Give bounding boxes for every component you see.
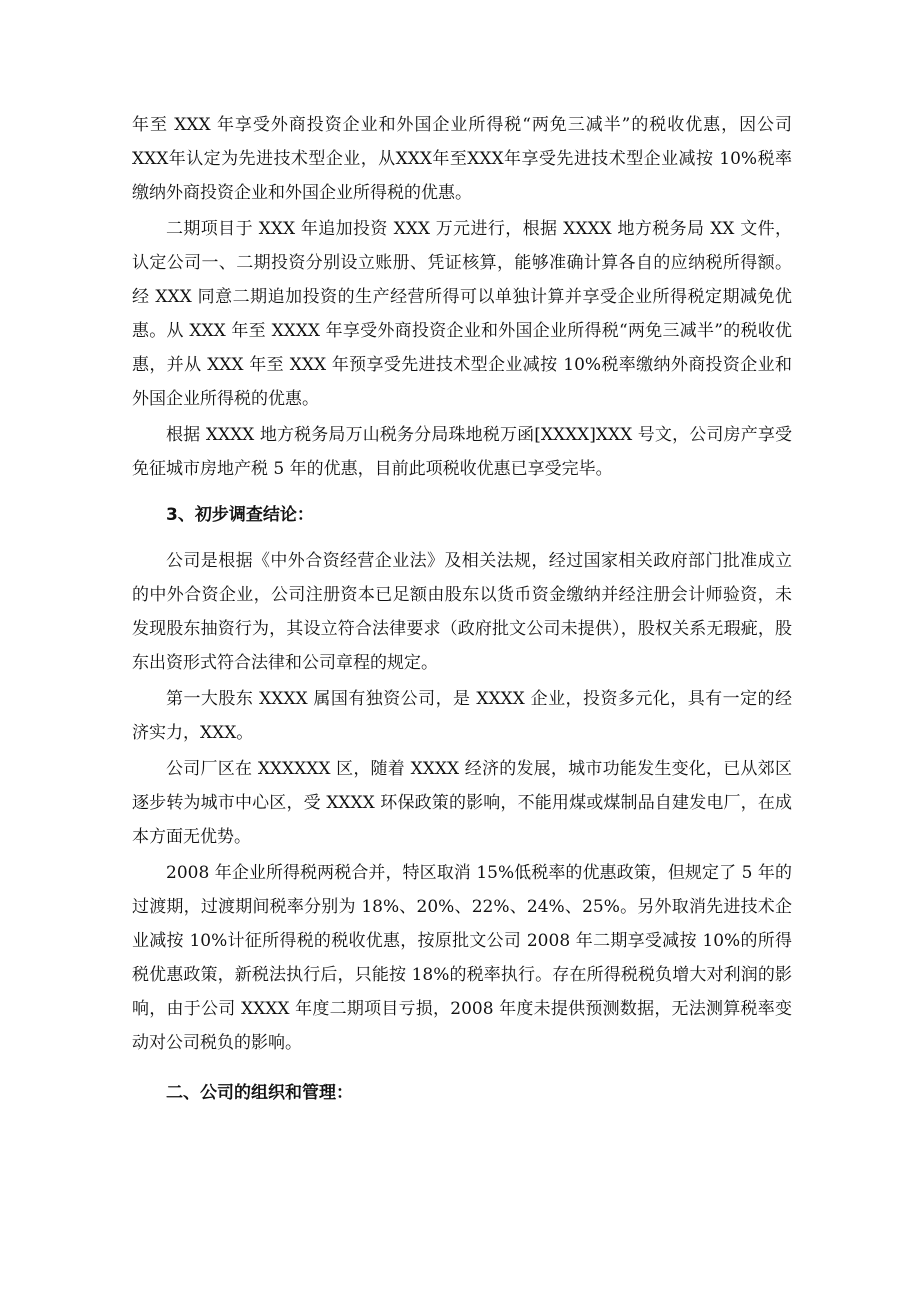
- paragraph-tax-merger-2008: 2008 年企业所得税两税合并，特区取消 15%低税率的优惠政策，但规定了 5 年的过渡期，过渡期间税率分别为 18%、20%、22%、24%、25%。另外取消先进技术企业减按 10%计征所得税的税收优惠，按原批文公司 2008 年二期享受减按 10%的所得税优惠政策，新税法执行后，只能按 18%的税率执行。存在所得税税负增大对利润的影响，由于公司 XXXX 年度二期项目亏损，2008 年度未提供预测数据，无法测算税率变动对公司税负的影响。: [132, 863, 792, 1053]
- paragraph-phase-two-investment: 二期项目于 XXX 年追加投资 XXX 万元进行，根据 XXXX 地方税务局 XX 文件，认定公司一、二期投资分别设立账册、凭证核算，能够准确计算各自的应纳税所得额。经 XXX 同意二期追加投资的生产经营所得可以单独计算并享受企业所得税定期减免优惠。从 XXX 年至 XXXX 年享受外商投资企业和外国企业所得税“两免三减半”的税收优惠，并从 XXX 年至 XXX 年预享受先进技术型企业减按 10%税率缴纳外商投资企业和外国企业所得税的优惠。: [132, 219, 792, 409]
- document-body: [132, 108, 792, 1122]
- paragraph-factory-location: 公司厂区在 XXXXXX 区，随着 XXXX 经济的发展，城市功能发生变化，已从郊区逐步转为城市中心区，受 XXXX 环保政策的影响，不能用煤或煤制品自建发电厂，在成本方面无优势。: [132, 759, 792, 847]
- paragraph-property-tax-exemption: 根据 XXXX 地方税务局万山税务分局珠地税万函[XXXX]XXX 号文，公司房产享受免征城市房地产税 5 年的优惠，目前此项税收优惠已享受完毕。: [132, 425, 792, 479]
- heading-preliminary-conclusion: 3、初步调查结论：: [166, 505, 314, 525]
- heading-organization-management: 二、公司的组织和管理：: [166, 1083, 353, 1103]
- paragraph-major-shareholder: 第一大股东 XXXX 属国有独资公司，是 XXXX 企业，投资多元化，具有一定的经济实力，XXX。: [132, 689, 792, 743]
- paragraph-tax-incentive-continued: 年至 XXX 年享受外商投资企业和外国企业所得税“两免三减半”的税收优惠，因公司XXX年认定为先进技术型企业，从XXX年至XXX年享受先进技术型企业减按 10%税率缴纳外商投资企业和外国企业所得税的优惠。: [132, 115, 792, 203]
- paragraph-company-establishment: 公司是根据《中外合资经营企业法》及相关法规，经过国家相关政府部门批准成立的中外合资企业，公司注册资本已足额由股东以货币资金缴纳并经注册会计师验资，未发现股东抽资行为，其设立符合法律要求（政府批文公司未提供），股权关系无瑕疵，股东出资形式符合法律和公司章程的规定。: [132, 551, 792, 673]
